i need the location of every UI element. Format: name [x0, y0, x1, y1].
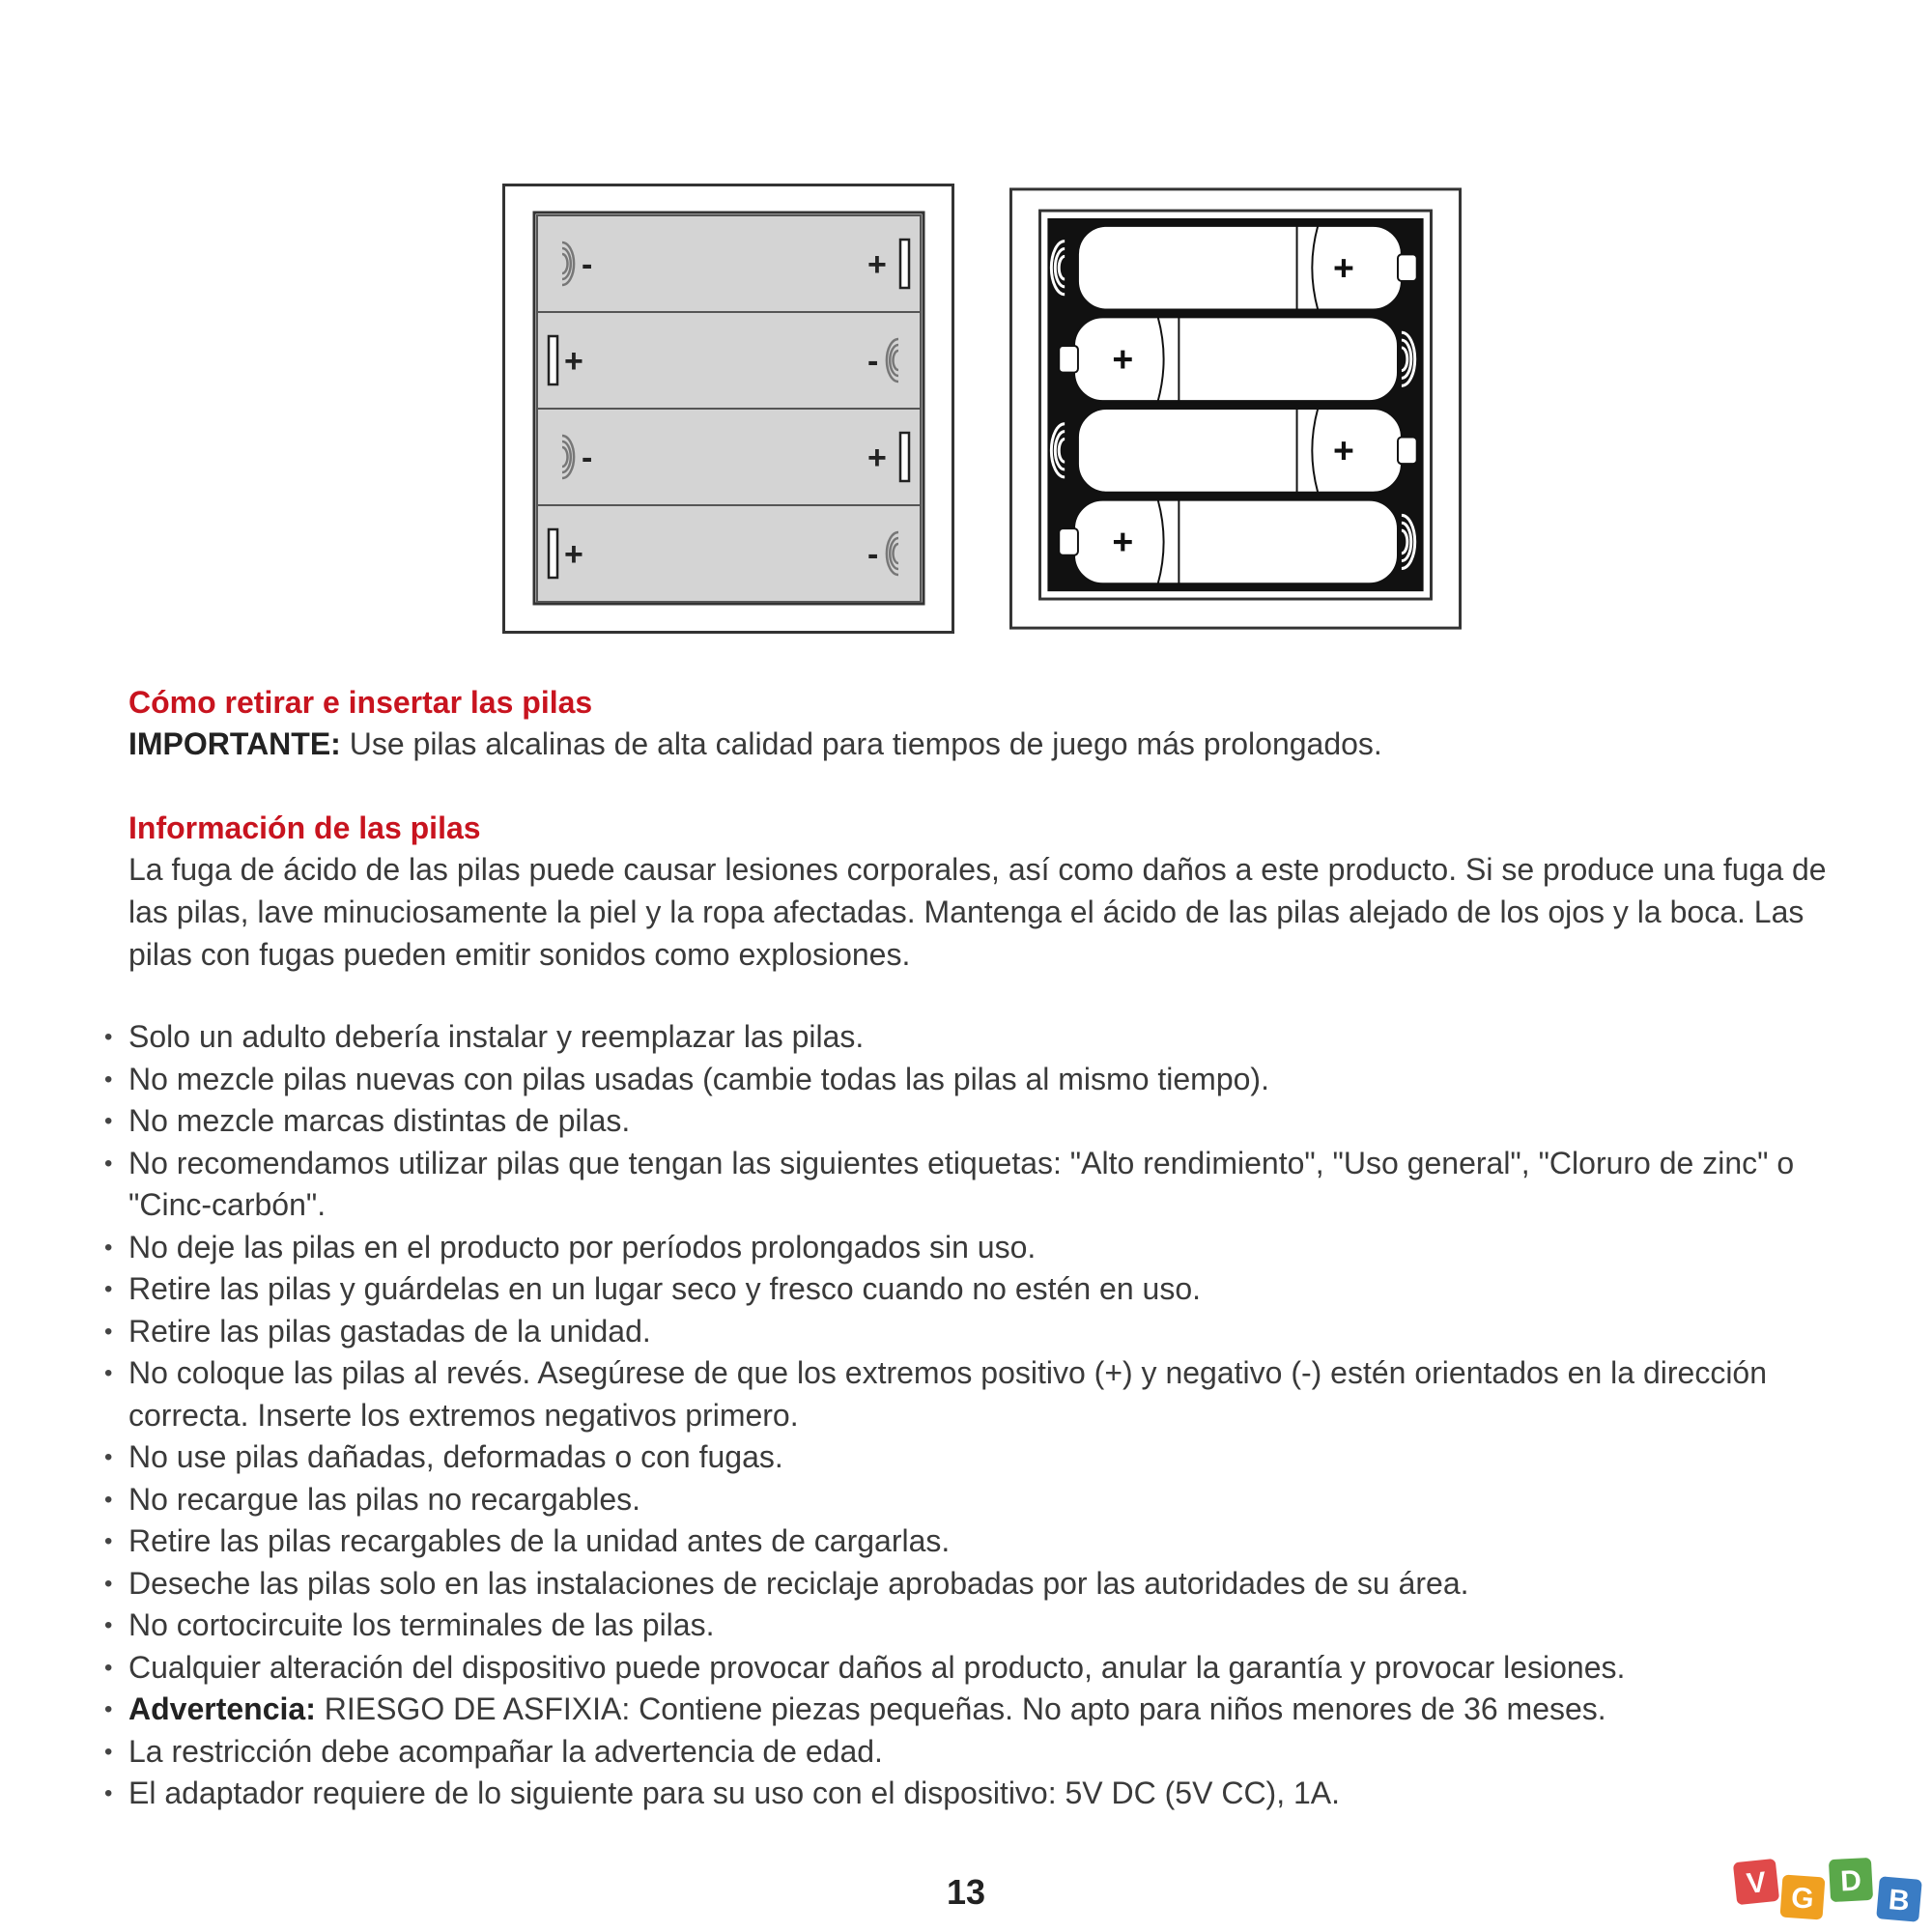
plus-mark: +	[564, 343, 583, 380]
battery	[1051, 409, 1416, 493]
battery-slot	[537, 312, 921, 409]
svg-text:G: G	[1790, 1882, 1815, 1916]
battery-compartment-loaded-diagram	[1009, 184, 1462, 634]
list-item: • Solo un adulto debería instalar y reemplazar las pilas.	[104, 1016, 1833, 1059]
list-item: • No use pilas dañadas, deformadas o con fugas.	[104, 1436, 1833, 1479]
plus-mark: +	[1332, 246, 1354, 288]
list-item: • La restricción debe acompañar la advertencia de edad.	[104, 1731, 1833, 1774]
important-note	[128, 723, 1848, 765]
battery	[1059, 317, 1414, 401]
warning-item	[104, 1689, 1833, 1731]
list-item: • No cortocircuite los terminales de las pilas.	[104, 1605, 1833, 1647]
logo-tile	[1733, 1859, 1779, 1905]
plus-mark: +	[1332, 430, 1354, 471]
logo-tile	[1780, 1875, 1826, 1920]
important-label: IMPORTANTE:	[128, 726, 341, 761]
list-item: • Cualquier alteración del dispositivo puede provocar daños al producto, anular la garantía y provocar lesiones.	[104, 1647, 1833, 1690]
plus-mark: +	[867, 440, 887, 476]
battery-compartment-empty-diagram	[502, 184, 954, 634]
list-item: • Retire las pilas gastadas de la unidad.	[104, 1311, 1833, 1353]
page-number: 13	[946, 1872, 986, 1912]
list-item: • No mezcle pilas nuevas con pilas usadas (cambie todas las pilas al mismo tiempo).	[104, 1059, 1833, 1101]
list-item: • Deseche las pilas solo en las instalaciones de reciclaje aprobadas por las autoridades de su área.	[104, 1563, 1833, 1605]
remove-insert-section	[128, 682, 1848, 765]
svg-text:V: V	[1745, 1866, 1768, 1900]
list-item: • No deje las pilas en el producto por períodos prolongados sin uso.	[104, 1227, 1833, 1269]
svg-text:D: D	[1839, 1864, 1862, 1898]
important-text: Use pilas alcalinas de alta calidad para tiempos de juego más prolongados.	[340, 726, 1382, 761]
list-item: • El adaptador requiere de lo siguiente para su uso con el dispositivo: 5V DC (5V CC), 1A.	[104, 1773, 1833, 1815]
logo-tile	[1876, 1876, 1922, 1922]
warning-text: RIESGO DE ASFIXIA: Contiene piezas pequeñas. No apto para niños menores de 36 meses.	[315, 1691, 1606, 1726]
minus-mark: -	[582, 246, 593, 283]
warning-label: Advertencia:	[128, 1691, 316, 1726]
plus-mark: +	[1112, 338, 1134, 380]
battery-slot	[537, 215, 921, 312]
list-item: • No mezcle marcas distintas de pilas.	[104, 1100, 1833, 1143]
battery-info-paragraph: La fuga de ácido de las pilas puede causar lesiones corporales, así como daños a este producto. Si se produce una fuga de las pilas, lave minuciosamente la piel y la ropa afectadas. Mantenga el ácido de las pilas alejado de los ojos y la boca. Las pilas con fugas pueden emitir sonidos como explosiones.	[128, 852, 1827, 972]
minus-mark: -	[867, 536, 879, 573]
plus-mark: +	[564, 536, 583, 573]
plus-mark: +	[867, 246, 887, 283]
battery	[1051, 226, 1416, 310]
vgdb-watermark-logo	[1729, 1847, 1932, 1932]
battery-info-heading: Información de las pilas	[128, 810, 481, 845]
battery-slot	[537, 505, 921, 602]
list-item: • No recomendamos utilizar pilas que tengan las siguientes etiquetas: "Alto rendimiento", "Uso general", "Cloruro de zinc" o "Cinc-carbón".	[104, 1143, 1833, 1227]
svg-text:B: B	[1887, 1884, 1912, 1918]
remove-insert-heading: Cómo retirar e insertar las pilas	[128, 685, 593, 720]
list-item: • Retire las pilas y guárdelas en un lugar seco y fresco cuando no estén en uso.	[104, 1268, 1833, 1311]
list-item: • No coloque las pilas al revés. Asegúrese de que los extremos positivo (+) y negativo (-) estén orientados en la dirección correcta. Inserte los extremos negativos primero.	[104, 1352, 1833, 1436]
plus-mark: +	[1112, 521, 1134, 562]
battery	[1059, 500, 1414, 584]
battery-safety-list	[104, 1016, 1833, 1815]
list-item: • No recargue las pilas no recargables.	[104, 1479, 1833, 1521]
logo-tile	[1829, 1858, 1873, 1902]
battery-info-section	[128, 808, 1848, 976]
minus-mark: -	[582, 440, 593, 476]
minus-mark: -	[867, 343, 879, 380]
battery-slot	[537, 409, 921, 505]
list-item: • Retire las pilas recargables de la unidad antes de cargarlas.	[104, 1520, 1833, 1563]
